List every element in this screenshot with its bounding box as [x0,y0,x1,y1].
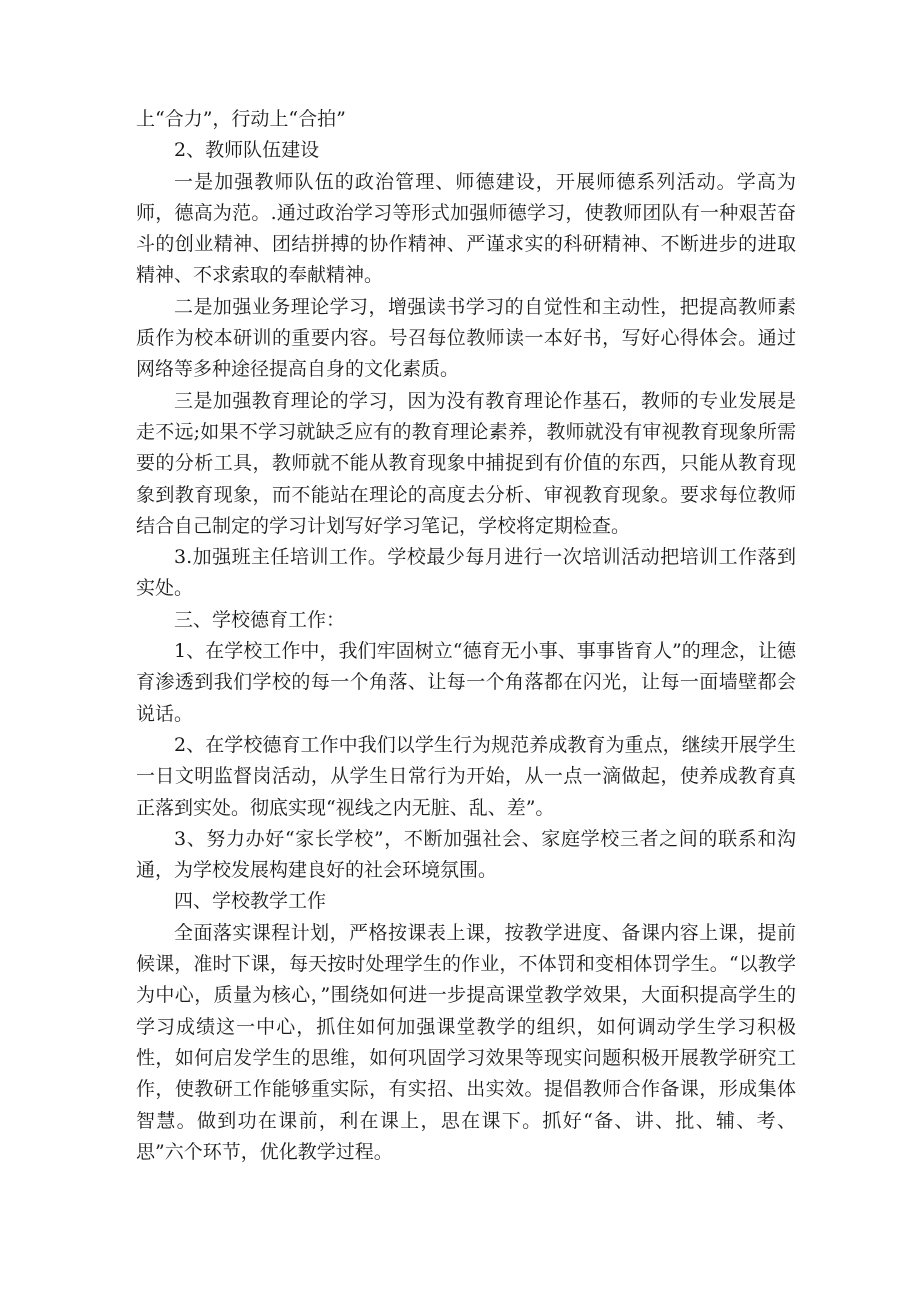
paragraph-teaching-plan: 全面落实课程计划，严格按课表上课，按教学进度、备课内容上课，提前候课，准时下课，每天按时处理学生的作业，不体罚和变相体罚学生。“以教学为中心，质量为核心，”围绕如何进一步提高课堂教学效果，大面积提高学生的学习成绩这一中心，抓住如何加强课堂教学的组织，如何调动学生学习积极性，如何启发学生的思维，如何巩固学习效果等现实问题积极开展教学研究工作，使教研工作能够重实际，有实招、出实效。提倡教师合作备课，形成集体智慧。做到功在课前，利在课上，思在课下。抓好“备、讲、批、辅、考、思”六个环节，优化教学过程。 [136,921,796,1163]
paragraph-class-teacher-training: 3.加强班主任培训工作。学校最少每月进行一次培训活动把培训工作落到实处。 [136,546,796,600]
paragraph-continuation: 上“合力”，行动上“合拍” [136,108,346,130]
paragraph-moral-2: 2、在学校德育工作中我们以学生行为规范养成教育为重点，继续开展学生一日文明监督岗活动，从学生日常行为开始，从一点一滴做起，使养成教育真正落到实处。彻底实现“视线之内无脏、乱、差”。 [136,733,796,819]
heading-teaching-work: 四、学校教学工作 [174,890,327,913]
paragraph-business-theory: 二是加强业务理论学习，增强读书学习的自觉性和主动性，把提高教师素质作为校本研训的重要内容。号召每位教师读一本好书，写好心得体会。通过网络等多种途径提高自身的文化素质。 [136,295,796,381]
heading-teacher-team: 2、教师队伍建设 [174,139,320,162]
paragraph-political-management: 一是加强教师队伍的政治管理、师德建设，开展师德系列活动。学高为师，德高为范。.通过政治学习等形式加强师德学习，使教师团队有一种艰苦奋斗的创业精神、团结拼搏的协作精神、严谨求实的科研精神、不断进步的进取精神、不求索取的奉献精神。 [136,170,796,287]
paragraph-moral-1: 1、在学校工作中，我们牢固树立“德育无小事、事事皆育人”的理念，让德育渗透到我们学校的每一个角落、让每一个角落都在闪光，让每一面墙壁都会说话。 [136,640,796,725]
document-body [136,104,796,1168]
heading-moral-education: 三、学校德育工作： [174,608,346,631]
paragraph-education-theory: 三是加强教育理论的学习，因为没有教育理论作基石，教师的专业发展是走不远;如果不学习就缺乏应有的教育理论素养，教师就没有审视教育现象所需要的分析工具，教师就不能从教育现象中捕捉到有价值的东西，只能从教育现象到教育现象，而不能站在理论的高度去分析、审视教育现象。要求每位教师结合自己制定的学习计划写好学习笔记，学校将定期检查。 [136,389,796,537]
paragraph-moral-3: 3、努力办好“家长学校”，不断加强社会、家庭学校三者之间的联系和沟通，为学校发展构建良好的社会环境氛围。 [136,827,796,882]
